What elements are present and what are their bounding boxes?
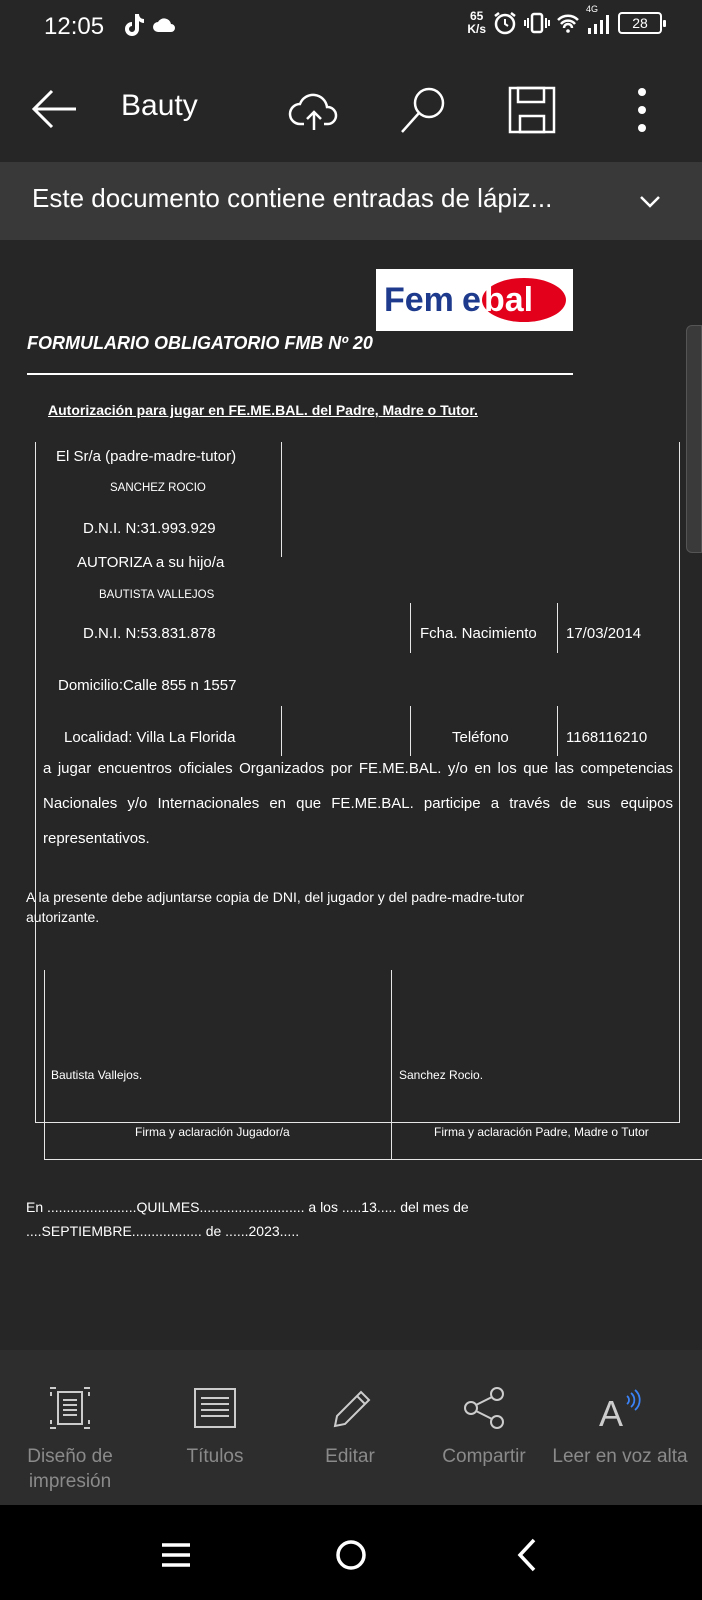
back-arrow-icon[interactable]: [30, 86, 80, 132]
cloud-icon: [152, 16, 176, 34]
document-page: [0, 240, 702, 1350]
save-icon[interactable]: [504, 82, 560, 138]
read-aloud-icon: [597, 1386, 643, 1430]
table-divider: [281, 442, 282, 557]
search-icon[interactable]: [396, 82, 452, 138]
form-title: FORMULARIO OBLIGATORIO FMB Nº 20: [27, 333, 373, 353]
bottom-toolbar: [0, 1350, 702, 1505]
table-divider: [410, 706, 411, 756]
network-speed: 65 K/s: [467, 9, 486, 36]
print-layout-icon: [47, 1386, 93, 1430]
authorization-paragraph: a jugar encuentros oficiales Organizados por FE.ME.BAL. y/o en los que las competencias Nacionales y/o Internacionales en que FE.ME.BAL. participe a través de sus equipos representativos.: [43, 760, 673, 847]
table-divider: [557, 603, 558, 653]
read-aloud-label: Leer en voz alta: [552, 1446, 688, 1467]
signature-border: [391, 970, 392, 1160]
attachment-note: A la presente debe adjuntarse copia de DNI, del jugador y del padre-madre-tutor autorizante.: [26, 889, 525, 925]
cloud-upload-icon[interactable]: [286, 82, 342, 138]
status-right: [467, 4, 662, 36]
signature-border: [44, 1159, 702, 1160]
more-options-icon[interactable]: [614, 82, 670, 138]
table-divider: [557, 706, 558, 756]
home-icon[interactable]: [331, 1535, 371, 1575]
child-dni: D.N.I. N:53.831.878: [83, 625, 216, 642]
alarm-icon: [492, 10, 518, 36]
status-bar: [0, 0, 702, 56]
ink-notice-banner[interactable]: [0, 162, 702, 240]
place-line: En .......................QUILMES........................... a los .....13..... del mes de: [26, 1199, 469, 1215]
app-bar: [0, 56, 702, 160]
share-icon: [461, 1386, 507, 1430]
table-border-left: [35, 749, 36, 1122]
back-nav-icon[interactable]: [508, 1535, 548, 1575]
place-and-date: [26, 1195, 586, 1243]
read-aloud-button[interactable]: [550, 1350, 690, 1505]
player-signature-name: Bautista Vallejos.: [51, 1068, 143, 1082]
svg-text:bal: bal: [484, 281, 534, 319]
authorizes-text: AUTORIZA a su hijo/a: [77, 554, 225, 571]
table-divider: [281, 706, 282, 756]
svg-text:A: A: [599, 1393, 624, 1430]
chevron-down-icon[interactable]: [638, 189, 662, 213]
phone-label: Teléfono: [452, 729, 509, 746]
status-notification-icons: [122, 12, 176, 38]
parent-signature-label: Firma y aclaración Padre, Madre o Tutor: [434, 1125, 649, 1139]
system-nav-bar: [0, 1505, 702, 1600]
status-time: 12:05: [44, 13, 105, 40]
battery-indicator: 28: [618, 12, 662, 34]
femebal-logo: [376, 269, 573, 331]
share-button[interactable]: [414, 1350, 554, 1505]
parent-label: El Sr/a (padre-madre-tutor): [56, 448, 237, 465]
parent-dni: D.N.I. N:31.993.929: [83, 520, 216, 537]
parent-name: SANCHEZ ROCIO: [110, 482, 206, 494]
child-name: BAUTISTA VALLEJOS: [99, 589, 215, 601]
edit-button[interactable]: [280, 1350, 420, 1505]
print-layout-button[interactable]: [0, 1350, 140, 1505]
phone: 1168116210: [566, 729, 648, 746]
headings-icon: [192, 1386, 238, 1430]
vibrate-icon: [524, 12, 550, 34]
birth-date-label: Fcha. Nacimiento: [420, 625, 537, 642]
date-line: ....SEPTIEMBRE.................. de ......2023.....: [26, 1223, 300, 1239]
document-title: Bauty: [121, 89, 198, 122]
headings-label: Títulos: [186, 1446, 244, 1467]
parent-signature-name: Sanchez Rocio.: [399, 1068, 484, 1082]
headings-button[interactable]: [145, 1350, 285, 1505]
authorization-title: Autorización para jugar en FE.ME.BAL. del Padre, Madre o Tutor.: [48, 402, 478, 418]
signature-border: [44, 970, 45, 1160]
table-border-left: [35, 442, 36, 749]
birth-date: 17/03/2014: [566, 625, 642, 642]
table-divider: [410, 603, 411, 653]
scroll-handle[interactable]: [686, 325, 702, 553]
table-border-right: [679, 442, 680, 1122]
divider: [27, 373, 573, 375]
edit-label: Editar: [325, 1446, 375, 1467]
address: Domicilio:Calle 855 n 1557: [58, 677, 237, 694]
recents-icon[interactable]: [156, 1535, 196, 1575]
share-label: Compartir: [442, 1446, 526, 1467]
player-signature-label: Firma y aclaración Jugador/a: [135, 1125, 290, 1139]
banner-text: Este documento contiene entradas de lápiz...: [32, 183, 553, 213]
signal-icon: 4G: [586, 10, 612, 36]
svg-text:e: e: [462, 281, 481, 319]
locality: Localidad: Villa La Florida: [64, 729, 236, 746]
print-layout-label: Diseño de impresión: [27, 1446, 113, 1492]
wifi-icon: [556, 12, 580, 34]
table-border-bottom: [35, 1122, 680, 1123]
svg-text:Fem: Fem: [384, 281, 454, 319]
tiktok-icon: [122, 12, 144, 38]
pencil-icon: [327, 1386, 373, 1430]
